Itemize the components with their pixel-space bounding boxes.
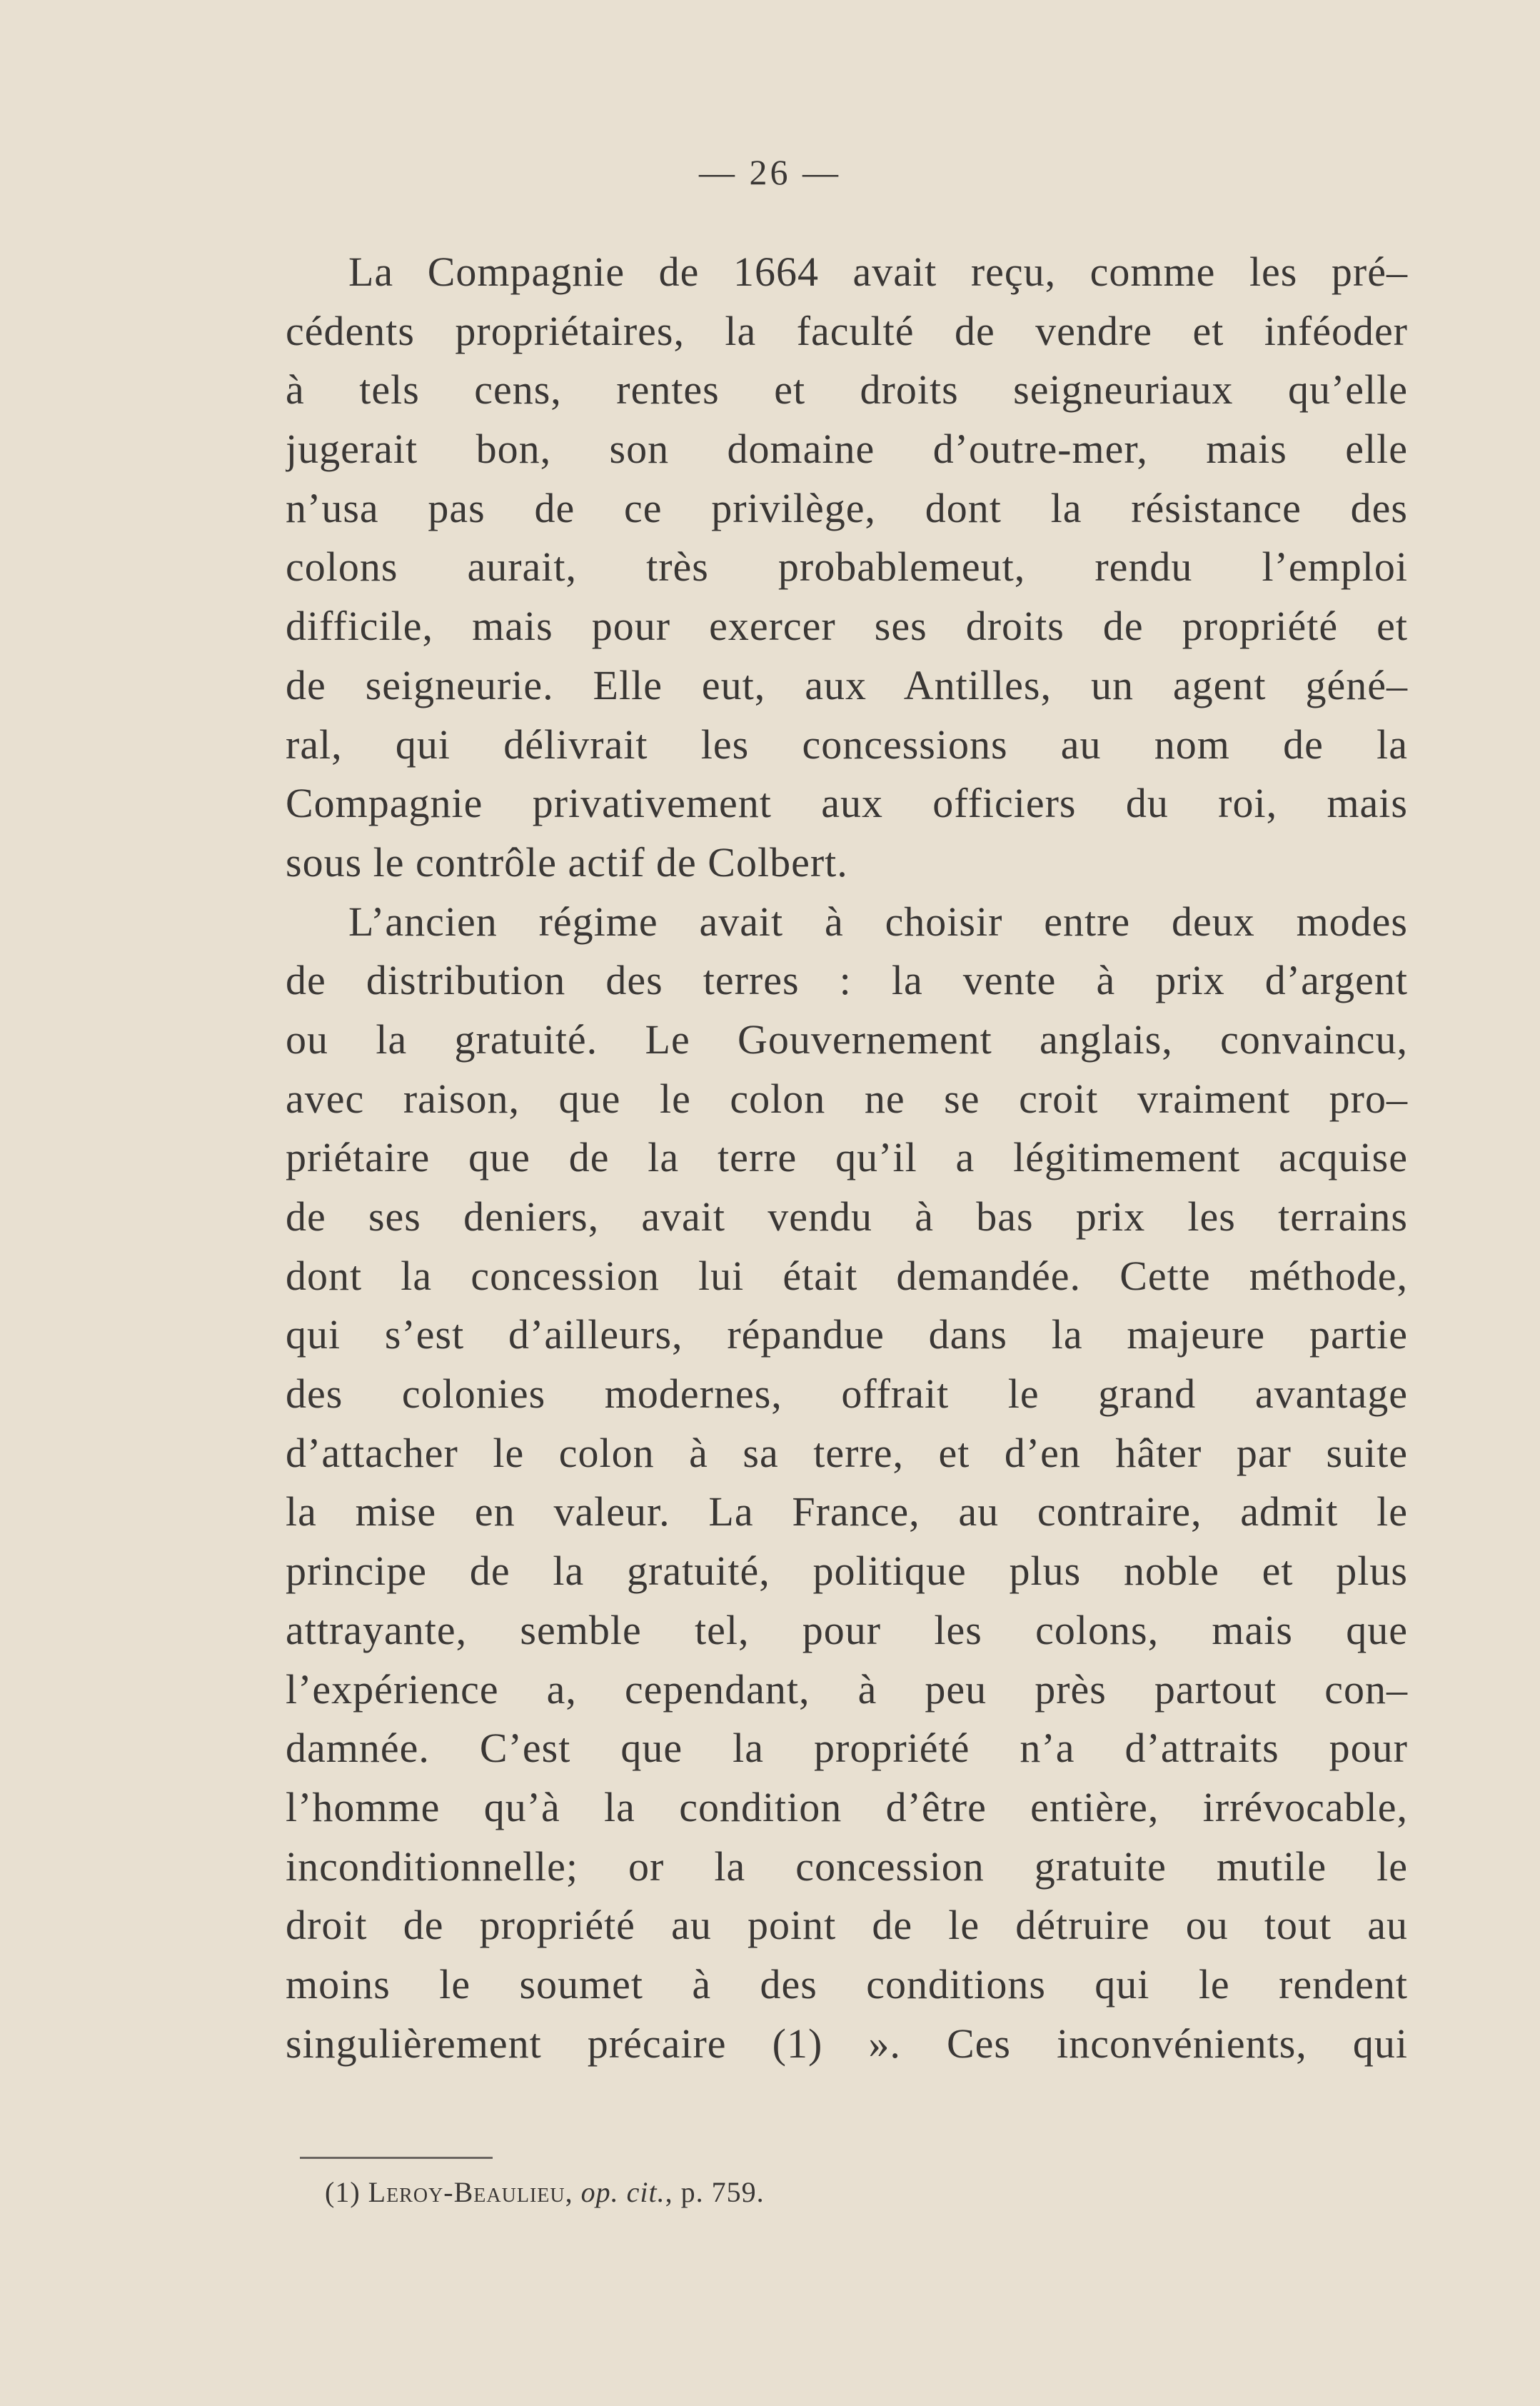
text-line: dont la concession lui était demandée. Cette méthode,: [286, 1252, 1408, 1299]
text-line: inconditionnelle; or la concession gratuite mutile le: [286, 1843, 1408, 1890]
text-line: droit de propriété au point de le détruire ou tout au: [286, 1902, 1408, 1949]
footnote-page: p. 759.: [680, 2176, 765, 2208]
text-line: de distribution des terres : la vente à prix d’argent: [286, 957, 1408, 1004]
text-line: qui s’est d’ailleurs, répandue dans la majeure partie: [286, 1311, 1408, 1358]
text-line: sous le contrôle actif de Colbert.: [286, 838, 848, 886]
text-line: L’ancien régime avait à choisir entre deux modes: [348, 898, 1408, 945]
paragraph-2: [286, 893, 1408, 2074]
text-line: jugerait bon, son domaine d’outre-mer, mais elle: [286, 426, 1408, 473]
text-line: damnée. C’est que la propriété n’a d’attraits pour: [286, 1725, 1408, 1772]
text-line: des colonies modernes, offrait le grand avantage: [286, 1370, 1408, 1418]
paragraph-1: [286, 243, 1408, 893]
text-line: colons aurait, très probablemeut, rendu l’emploi: [286, 543, 1408, 591]
text-line: La Compagnie de 1664 avait reçu, comme les pré–: [348, 249, 1408, 295]
text-line: ral, qui délivrait les concessions au nom de la: [286, 721, 1408, 768]
text-line: attrayante, semble tel, pour les colons, mais que: [286, 1606, 1408, 1653]
main-text: [286, 243, 1408, 2073]
page-number: — 26 —: [699, 152, 841, 192]
text-line: de ses deniers, avait vendu à bas prix les terrains: [286, 1193, 1408, 1240]
text-line: avec raison, que le colon ne se croit vraiment pro–: [286, 1075, 1408, 1122]
footnote-marker: (1): [325, 2176, 361, 2208]
text-line: difficile, mais pour exercer ses droits de propriété et: [286, 603, 1408, 650]
text-line: l’expérience a, cependant, à peu près partout con–: [286, 1665, 1408, 1713]
text-line: l’homme qu’à la condition d’être entière, irrévocable,: [286, 1783, 1408, 1830]
text-line: à tels cens, rentes et droits seigneuriaux qu’elle: [286, 366, 1408, 413]
footnote-author: Leroy-Beaulieu: [368, 2176, 565, 2208]
footnote-citation: op. cit.: [580, 2176, 665, 2208]
footnote-divider: [300, 2157, 493, 2159]
footnote: (1) Leroy-Beaulieu, op. cit., p. 759.: [325, 2176, 765, 2208]
text-line: priétaire que de la terre qu’il a légitimement acquise: [286, 1134, 1408, 1181]
text-line: Compagnie privativement aux officiers du roi, mais: [286, 780, 1408, 827]
text-line: ou la gratuité. Le Gouvernement anglais, convaincu,: [286, 1016, 1408, 1063]
text-line: la mise en valeur. La France, au contraire, admit le: [286, 1488, 1408, 1535]
text-line: moins le soumet à des conditions qui le rendent: [286, 1960, 1408, 2007]
text-line: n’usa pas de ce privilège, dont la résistance des: [286, 484, 1408, 531]
text-line: d’attacher le colon à sa terre, et d’en hâter par suite: [286, 1429, 1408, 1476]
text-line: cédents propriétaires, la faculté de vendre et inféoder: [286, 307, 1408, 354]
text-line: singulièrement précaire (1) ». Ces inconvénients, qui: [286, 2020, 1408, 2067]
text-line: de seigneurie. Elle eut, aux Antilles, un agent géné–: [286, 661, 1408, 708]
text-line: principe de la gratuité, politique plus noble et plus: [286, 1548, 1408, 1595]
